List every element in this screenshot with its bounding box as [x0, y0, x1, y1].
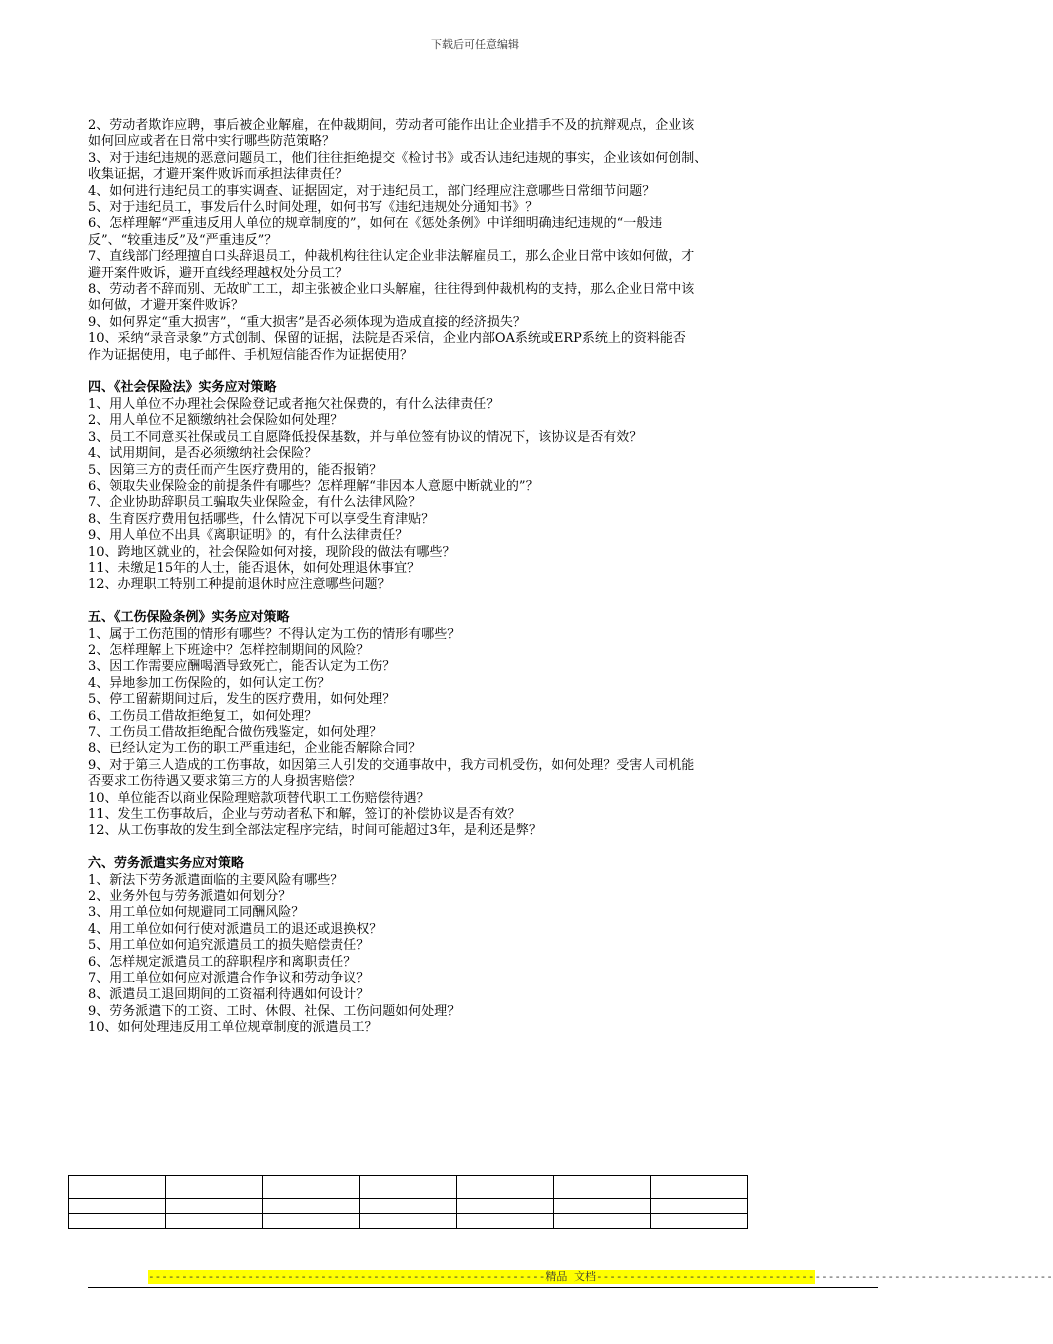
section-gap — [88, 840, 878, 856]
question-line: 2、用人单位不足额缴纳社会保险如何处理？ — [88, 413, 344, 429]
question-line: 如何做，才避开案件败诉？ — [88, 298, 245, 314]
table-cell — [69, 1176, 166, 1199]
question-line: 12、从工伤事故的发生到全部法定程序完结，时间可能超过3年，是利还是弊？ — [88, 823, 542, 839]
section-gap — [88, 594, 878, 610]
question-line: 5、用工单位如何追究派遣员工的损失赔偿责任？ — [88, 938, 370, 954]
question-line: 4、试用期间，是否必须缴纳社会保险？ — [88, 446, 318, 462]
table-cell — [166, 1176, 263, 1199]
table-cell — [554, 1199, 651, 1214]
question-line: 如何回应或者在日常中实行哪些防范策略？ — [88, 134, 336, 150]
section-heading: 五、《工伤保险条例》实务应对策略 — [88, 610, 290, 626]
question-line: 8、劳动者不辞而别、无故旷工工，却主张被企业口头解雇，往往得到仲裁机构的支持，那么企业日常中该 — [88, 282, 695, 298]
question-line: 3、员工不同意买社保或员工自愿降低投保基数，并与单位签有协议的情况下，该协议是否有效？ — [88, 429, 643, 445]
table-row — [69, 1199, 748, 1214]
question-line: 4、如何进行违纪员工的事实调查、证据固定，对于违纪员工，部门经理应注意哪些日常细节问题？ — [88, 183, 656, 199]
question-line: 反”、“较重违反”及“严重违反”？ — [88, 232, 278, 248]
question-line: 1、新法下劳务派遣面临的主要风险有哪些？ — [88, 872, 344, 888]
table-cell — [651, 1214, 748, 1229]
question-line: 否要求工伤待遇又要求第三方的人身损害赔偿？ — [88, 774, 362, 790]
table-cell — [263, 1176, 360, 1199]
question-line: 7、用工单位如何应对派遣合作争议和劳动争议？ — [88, 971, 370, 987]
question-line: 3、用工单位如何规避同工同酬风险？ — [88, 905, 305, 921]
question-line: 8、已经认定为工伤的职工严重违纪，企业能否解除合同？ — [88, 741, 422, 757]
question-line: 9、用人单位不出具《离职证明》的，有什么法律责任？ — [88, 528, 409, 544]
question-line: 5、因第三方的责任而产生医疗费用的，能否报销？ — [88, 462, 383, 478]
question-line: 6、怎样理解“严重违反用人单位的规章制度的”，如何在《惩处条例》中详细明确违纪违规的“一般违 — [88, 216, 663, 232]
question-line: 3、因工作需要应酬喝酒导致死亡，能否认定为工伤？ — [88, 659, 396, 675]
question-line: 1、属于工伤范围的情形有哪些？不得认定为工伤的情形有哪些？ — [88, 626, 461, 642]
question-line: 11、未缴足15年的人士，能否退休，如何处理退休事宜？ — [88, 560, 421, 576]
question-line: 7、工伤员工借故拒绝配合做伤残鉴定，如何处理？ — [88, 725, 383, 740]
question-line: 11、发生工伤事故后，企业与劳动者私下和解，签订的补偿协议是否有效？ — [88, 807, 521, 823]
section-heading: 四、《社会保险法》实务应对策略 — [88, 380, 277, 396]
table-row — [69, 1214, 748, 1229]
table-cell — [166, 1214, 263, 1229]
question-line: 10、跨地区就业的，社会保险如何对接，现阶段的做法有哪些？ — [88, 544, 456, 560]
question-line: 9、如何界定“重大损害”，“重大损害”是否必须体现为造成直接的经济损失？ — [88, 314, 526, 330]
question-line: 作为证据使用，电子邮件、手机短信能否作为证据使用？ — [88, 347, 414, 363]
table-cell — [69, 1214, 166, 1229]
table-cell — [457, 1214, 554, 1229]
question-line: 9、对于第三人造成的工伤事故，如因第三人引发的交通事故中，我方司机受伤，如何处理？受害人司机能 — [88, 757, 695, 773]
question-line: 4、用工单位如何行使对派遣员工的退还或退换权？ — [88, 921, 383, 937]
question-line: 8、生育医疗费用包括哪些，什么情况下可以享受生育津贴？ — [88, 511, 435, 527]
table-cell — [360, 1176, 457, 1199]
question-line: 2、怎样理解上下班途中？怎样控制期间的风险？ — [88, 642, 370, 658]
section-gap — [88, 364, 878, 380]
question-line: 5、对于违纪员工，事发后什么时间处理，如何书写《违纪违规处分通知书》？ — [88, 200, 539, 216]
footer-banner: ------------------------------------------------------------精品 文档--------------------------------------------------------------------- — [148, 1270, 1053, 1283]
question-line: 2、业务外包与劳务派遣如何划分？ — [88, 889, 292, 905]
table-cell — [69, 1199, 166, 1214]
table-cell — [651, 1176, 748, 1199]
table-cell — [554, 1214, 651, 1229]
question-line: 避开案件败诉，避开直线经理越权处分员工？ — [88, 265, 349, 281]
table-cell — [457, 1176, 554, 1199]
question-line: 1、用人单位不办理社会保险登记或者拖欠社保费的，有什么法律责任？ — [88, 396, 500, 412]
footer-table — [68, 1175, 748, 1229]
footer-divider — [88, 1287, 878, 1288]
question-line: 2、劳动者欺诈应聘，事后被企业解雇，在仲裁期间，劳动者可能作出让企业措手不及的抗辩观点，企业该 — [88, 118, 695, 133]
question-line: 3、对于违纪违规的恶意问题员工，他们往往拒绝提交《检讨书》或否认违纪违规的事实，企业该如何创制、 — [88, 150, 708, 166]
question-line: 6、领取失业保险金的前提条件有哪些？怎样理解“非因本人意愿中断就业的”？ — [88, 478, 539, 494]
table-cell — [554, 1176, 651, 1199]
table-cell — [166, 1199, 263, 1214]
table-cell — [457, 1199, 554, 1214]
question-line: 10、如何处理违反用工单位规章制度的派遣员工？ — [88, 1020, 378, 1036]
table-row — [69, 1176, 748, 1199]
question-line: 8、派遣员工退回期间的工资福利待遇如何设计？ — [88, 987, 370, 1003]
question-line: 6、怎样规定派遣员工的辞职程序和离职责任？ — [88, 954, 357, 970]
question-line: 10、单位能否以商业保险理赔款项替代职工工伤赔偿待遇？ — [88, 790, 430, 806]
table-cell — [263, 1199, 360, 1214]
question-line: 收集证据，才避开案件败诉而承担法律责任？ — [88, 167, 349, 183]
section-heading: 六、劳务派遣实务应对策略 — [88, 856, 245, 872]
question-line: 5、停工留薪期间过后，发生的医疗费用，如何处理？ — [88, 692, 396, 708]
table-cell — [651, 1199, 748, 1214]
question-line: 4、异地参加工伤保险的，如何认定工伤？ — [88, 675, 331, 691]
document-body — [88, 118, 878, 1037]
question-line: 7、直线部门经理擅自口头辞退员工，仲裁机构往往认定企业非法解雇员工，那么企业日常中该如何做，才 — [88, 249, 695, 265]
table-cell — [360, 1199, 457, 1214]
question-line: 10、采纳“录音录象”方式创制、保留的证据，法院是否采信，企业内部OA系统或ERP系统上的资料能否 — [88, 331, 686, 347]
page-header: 下载后可任意编辑 — [431, 38, 519, 51]
table-cell — [360, 1214, 457, 1229]
question-line: 9、劳务派遣下的工资、工时、休假、社保、工伤问题如何处理？ — [88, 1003, 461, 1019]
question-line: 7、企业协助辞职员工骗取失业保险金，有什么法律风险？ — [88, 495, 422, 511]
question-line: 12、办理职工特别工种提前退休时应注意哪些问题？ — [88, 577, 391, 593]
table-cell — [263, 1214, 360, 1229]
question-line: 6、工伤员工借故拒绝复工，如何处理？ — [88, 708, 318, 724]
